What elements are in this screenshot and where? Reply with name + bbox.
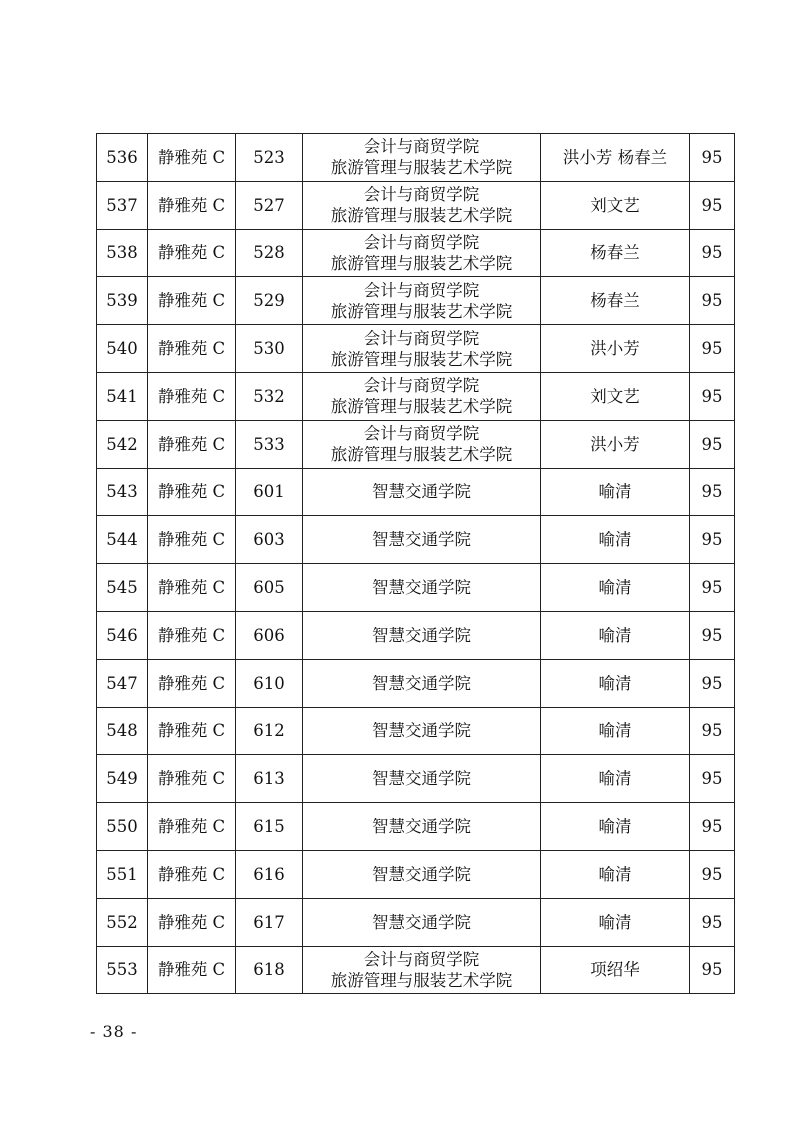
cell-room-number: 615 (236, 803, 303, 851)
cell-college (303, 181, 541, 229)
cell-college (303, 803, 541, 851)
cell-serial-number: 539 (97, 277, 148, 325)
table-row (97, 850, 735, 898)
college-name: 智慧交通学院 (372, 721, 471, 741)
cell-score: 95 (690, 898, 735, 946)
dormitory-score-table (96, 133, 735, 994)
cell-college (303, 420, 541, 468)
cell-room-number: 533 (236, 420, 303, 468)
cell-score: 95 (690, 468, 735, 516)
cell-score: 95 (690, 325, 735, 373)
cell-building: 静雅苑 C (148, 803, 236, 851)
cell-serial-number: 552 (97, 898, 148, 946)
cell-room-number: 529 (236, 277, 303, 325)
cell-responsible-person: 项绍华 (541, 946, 690, 994)
cell-score: 95 (690, 611, 735, 659)
table-row (97, 181, 735, 229)
college-name: 会计与商贸学院 (363, 232, 480, 252)
cell-responsible-person: 喻清 (541, 564, 690, 612)
cell-responsible-person: 喻清 (541, 516, 690, 564)
cell-responsible-person: 刘文艺 (541, 372, 690, 420)
cell-room-number: 530 (236, 325, 303, 373)
cell-serial-number: 541 (97, 372, 148, 420)
college-name: 旅游管理与服装艺术学院 (330, 301, 513, 321)
cell-score: 95 (690, 946, 735, 994)
cell-responsible-person: 刘文艺 (541, 181, 690, 229)
cell-college (303, 707, 541, 755)
table-row (97, 229, 735, 277)
college-name: 旅游管理与服装艺术学院 (330, 206, 513, 226)
cell-responsible-person: 喻清 (541, 803, 690, 851)
cell-serial-number: 553 (97, 946, 148, 994)
table-row (97, 277, 735, 325)
cell-room-number: 610 (236, 659, 303, 707)
cell-score: 95 (690, 707, 735, 755)
cell-college (303, 134, 541, 182)
cell-score: 95 (690, 755, 735, 803)
table-row (97, 325, 735, 373)
table-row (97, 420, 735, 468)
table-row (97, 516, 735, 564)
cell-room-number: 617 (236, 898, 303, 946)
cell-serial-number: 551 (97, 850, 148, 898)
table-row (97, 755, 735, 803)
cell-serial-number: 536 (97, 134, 148, 182)
college-name: 智慧交通学院 (372, 864, 471, 884)
cell-room-number: 616 (236, 850, 303, 898)
cell-building: 静雅苑 C (148, 611, 236, 659)
cell-room-number: 601 (236, 468, 303, 516)
table-row (97, 564, 735, 612)
table-row (97, 898, 735, 946)
cell-college (303, 372, 541, 420)
cell-building: 静雅苑 C (148, 564, 236, 612)
table-body (97, 134, 735, 994)
cell-room-number: 603 (236, 516, 303, 564)
table-row (97, 372, 735, 420)
cell-college (303, 468, 541, 516)
college-name: 旅游管理与服装艺术学院 (330, 970, 513, 990)
college-name: 旅游管理与服装艺术学院 (330, 158, 513, 178)
cell-score: 95 (690, 229, 735, 277)
cell-serial-number: 540 (97, 325, 148, 373)
cell-responsible-person: 杨春兰 (541, 229, 690, 277)
college-name: 会计与商贸学院 (363, 137, 480, 157)
college-name: 会计与商贸学院 (363, 185, 480, 205)
college-name: 旅游管理与服装艺术学院 (330, 253, 513, 273)
cell-responsible-person: 喻清 (541, 755, 690, 803)
college-name: 智慧交通学院 (372, 578, 471, 598)
cell-serial-number: 538 (97, 229, 148, 277)
cell-college (303, 898, 541, 946)
college-name: 智慧交通学院 (372, 817, 471, 837)
college-name: 会计与商贸学院 (363, 949, 480, 969)
cell-room-number: 612 (236, 707, 303, 755)
cell-room-number: 527 (236, 181, 303, 229)
cell-score: 95 (690, 850, 735, 898)
cell-college (303, 946, 541, 994)
college-name: 旅游管理与服装艺术学院 (330, 397, 513, 417)
cell-responsible-person: 洪小芳 (541, 420, 690, 468)
college-name: 会计与商贸学院 (363, 328, 480, 348)
college-name: 智慧交通学院 (372, 673, 471, 693)
cell-room-number: 532 (236, 372, 303, 420)
cell-responsible-person: 喻清 (541, 898, 690, 946)
cell-serial-number: 542 (97, 420, 148, 468)
cell-score: 95 (690, 516, 735, 564)
page-number: - 38 - (90, 1022, 138, 1041)
college-name: 会计与商贸学院 (363, 280, 480, 300)
cell-building: 静雅苑 C (148, 659, 236, 707)
cell-serial-number: 550 (97, 803, 148, 851)
cell-responsible-person: 洪小芳 杨春兰 (541, 134, 690, 182)
cell-serial-number: 545 (97, 564, 148, 612)
cell-score: 95 (690, 420, 735, 468)
cell-college (303, 755, 541, 803)
cell-room-number: 618 (236, 946, 303, 994)
cell-college (303, 659, 541, 707)
cell-room-number: 523 (236, 134, 303, 182)
cell-college (303, 516, 541, 564)
table-row (97, 946, 735, 994)
cell-serial-number: 549 (97, 755, 148, 803)
table-row (97, 134, 735, 182)
cell-building: 静雅苑 C (148, 134, 236, 182)
college-name: 智慧交通学院 (372, 482, 471, 502)
college-name: 会计与商贸学院 (363, 376, 480, 396)
cell-college (303, 850, 541, 898)
table-row (97, 659, 735, 707)
cell-score: 95 (690, 134, 735, 182)
cell-building: 静雅苑 C (148, 372, 236, 420)
cell-score: 95 (690, 659, 735, 707)
cell-building: 静雅苑 C (148, 325, 236, 373)
cell-building: 静雅苑 C (148, 850, 236, 898)
cell-building: 静雅苑 C (148, 468, 236, 516)
cell-responsible-person: 喻清 (541, 468, 690, 516)
college-name: 智慧交通学院 (372, 530, 471, 550)
cell-building: 静雅苑 C (148, 277, 236, 325)
cell-serial-number: 546 (97, 611, 148, 659)
cell-building: 静雅苑 C (148, 181, 236, 229)
cell-responsible-person: 喻清 (541, 707, 690, 755)
cell-building: 静雅苑 C (148, 898, 236, 946)
cell-serial-number: 543 (97, 468, 148, 516)
college-name: 会计与商贸学院 (363, 424, 480, 444)
college-name: 智慧交通学院 (372, 912, 471, 932)
table-row (97, 468, 735, 516)
cell-college (303, 611, 541, 659)
cell-college (303, 564, 541, 612)
cell-building: 静雅苑 C (148, 516, 236, 564)
table-row (97, 611, 735, 659)
cell-serial-number: 537 (97, 181, 148, 229)
cell-serial-number: 547 (97, 659, 148, 707)
cell-score: 95 (690, 372, 735, 420)
cell-responsible-person: 洪小芳 (541, 325, 690, 373)
cell-building: 静雅苑 C (148, 420, 236, 468)
cell-room-number: 613 (236, 755, 303, 803)
cell-building: 静雅苑 C (148, 755, 236, 803)
cell-score: 95 (690, 181, 735, 229)
cell-responsible-person: 喻清 (541, 659, 690, 707)
cell-college (303, 325, 541, 373)
cell-room-number: 606 (236, 611, 303, 659)
cell-serial-number: 548 (97, 707, 148, 755)
cell-score: 95 (690, 564, 735, 612)
cell-building: 静雅苑 C (148, 707, 236, 755)
college-name: 智慧交通学院 (372, 625, 471, 645)
cell-college (303, 277, 541, 325)
cell-room-number: 605 (236, 564, 303, 612)
college-name: 智慧交通学院 (372, 769, 471, 789)
college-name: 旅游管理与服装艺术学院 (330, 445, 513, 465)
cell-serial-number: 544 (97, 516, 148, 564)
cell-room-number: 528 (236, 229, 303, 277)
college-name: 旅游管理与服装艺术学院 (330, 349, 513, 369)
cell-responsible-person: 杨春兰 (541, 277, 690, 325)
cell-responsible-person: 喻清 (541, 850, 690, 898)
table-row (97, 707, 735, 755)
cell-building: 静雅苑 C (148, 229, 236, 277)
cell-score: 95 (690, 803, 735, 851)
cell-score: 95 (690, 277, 735, 325)
cell-responsible-person: 喻清 (541, 611, 690, 659)
cell-college (303, 229, 541, 277)
cell-building: 静雅苑 C (148, 946, 236, 994)
table-row (97, 803, 735, 851)
